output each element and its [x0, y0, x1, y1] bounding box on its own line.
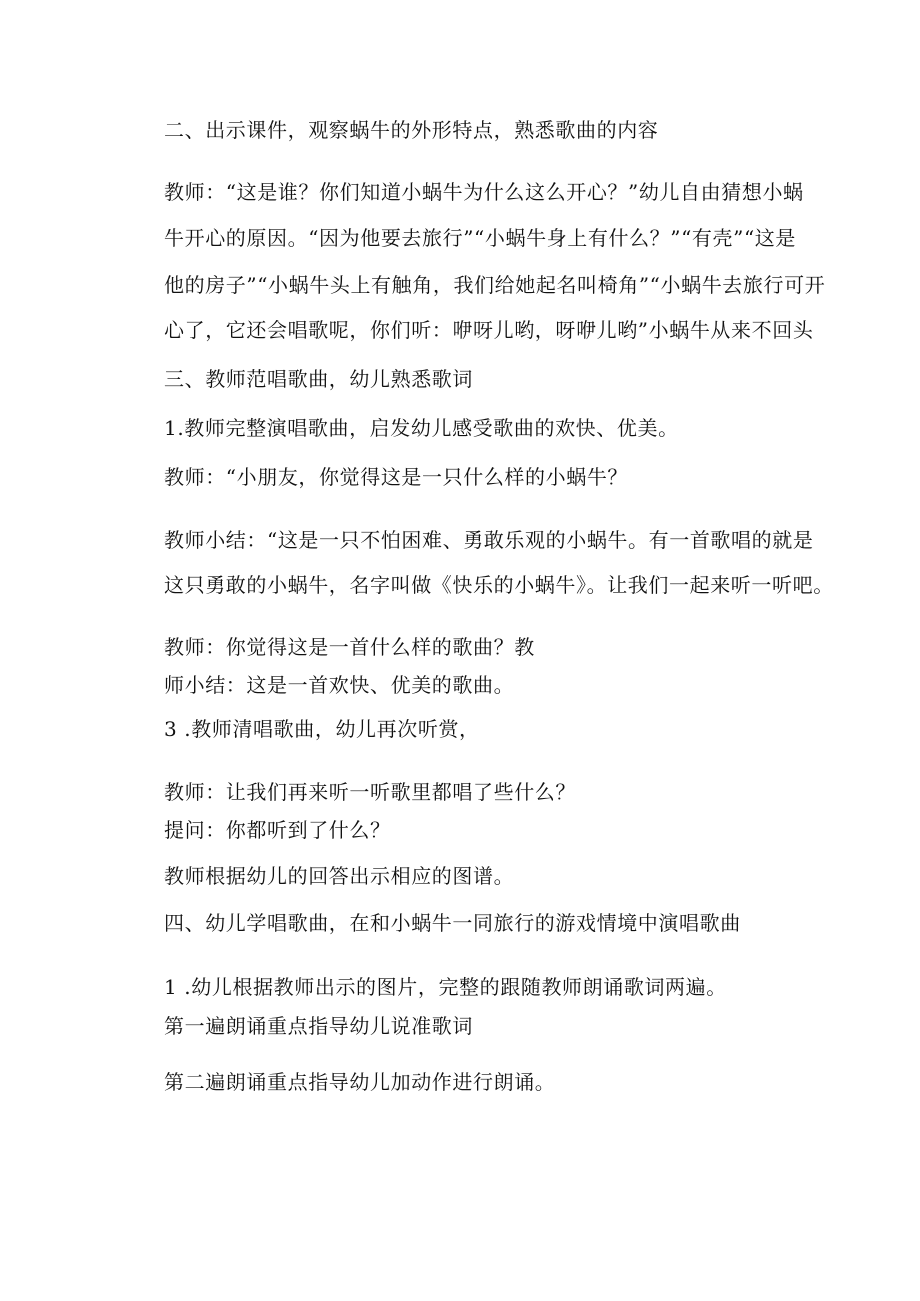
- paragraph-line: 第一遍朗诵重点指导幼儿说准歌词: [164, 1014, 473, 1038]
- section-heading-3: 三、教师范唱歌曲，幼儿熟悉歌词: [164, 367, 473, 391]
- paragraph-line: 心了，它还会唱歌呢，你们听：咿呀儿哟，呀咿儿哟”小蜗牛从来不回头: [164, 318, 814, 342]
- section-heading-2: 二、出示课件，观察蜗牛的外形特点，熟悉歌曲的内容: [164, 118, 659, 142]
- paragraph-line: 提问：你都听到了什么？: [164, 818, 391, 842]
- paragraph-line: 3 .教师清唱歌曲，幼儿再次听赏，: [164, 717, 480, 741]
- paragraph-line: 1.教师完整演唱歌曲，启发幼儿感受歌曲的欢快、优美。: [164, 416, 679, 440]
- paragraph-line: 教师：“小朋友，你觉得这是一只什么样的小蜗牛？: [164, 465, 629, 489]
- paragraph-line: 第二遍朗诵重点指导幼儿加动作进行朗诵。: [164, 1070, 556, 1094]
- paragraph-line: 教师：“这是谁？你们知道小蜗牛为什么这么开心？”幼儿自由猜想小蜗: [164, 180, 804, 204]
- paragraph-line: 教师根据幼儿的回答出示相应的图谱。: [164, 864, 515, 888]
- section-heading-4: 四、幼儿学唱歌曲，在和小蜗牛一同旅行的游戏情境中演唱歌曲: [164, 911, 741, 935]
- paragraph-line: 师小结：这是一首欢快、优美的歌曲。: [164, 673, 515, 697]
- paragraph-line: 1 .幼儿根据教师出示的图片，完整的跟随教师朗诵歌词两遍。: [164, 975, 727, 999]
- paragraph-line: 教师：让我们再来听一听歌里都唱了些什么？: [164, 780, 576, 804]
- paragraph-line: 牛开心的原因。“因为他要去旅行”“小蜗牛身上有什么？”“有壳”“这是: [164, 226, 796, 250]
- paragraph-line: 教师小结：“这是一只不怕困难、勇敢乐观的小蜗牛。有一首歌唱的就是: [164, 528, 814, 552]
- paragraph-line: 他的房子”“小蜗牛头上有触角，我们给她起名叫椅角”“小蜗牛去旅行可开: [164, 273, 826, 297]
- paragraph-line: 这只勇敢的小蜗牛，名字叫做《快乐的小蜗牛》。让我们一起来听一听吧。: [164, 573, 834, 597]
- paragraph-line: 教师：你觉得这是一首什么样的歌曲？教: [164, 635, 535, 659]
